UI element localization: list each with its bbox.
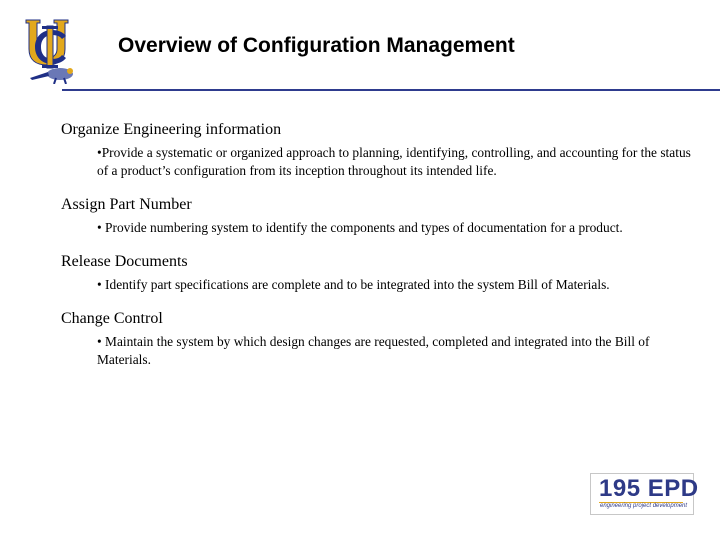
section-detail: • Maintain the system by which design changes are requested, completed and integrated into the Bill of Materials. [97, 334, 650, 367]
slide-content [61, 120, 691, 384]
section-organize-engineering-info [61, 120, 691, 180]
epd-logo-tagline: engineering project development [600, 503, 688, 509]
section-detail: • Provide numbering system to identify the components and types of documentation for a product. [97, 220, 623, 235]
section-detail: • Identify part specifications are complete and to be integrated into the system Bill of Materials. [97, 277, 610, 292]
section-change-control [61, 309, 691, 369]
slide-title: Overview of Configuration Management [118, 34, 515, 57]
section-heading: Assign Part Number [61, 196, 192, 213]
uci-anteater-logo [20, 16, 80, 84]
title-divider [62, 89, 720, 91]
section-heading: Change Control [61, 310, 163, 327]
epd-logo-text: 195 EPD [599, 475, 699, 502]
epd-logo [590, 473, 699, 515]
section-assign-part-number [61, 195, 691, 237]
section-detail: •Provide a systematic or organized approach to planning, identifying, controlling, and accounting for the status of a product’s configuration from its inception throughout its intended life. [97, 145, 691, 178]
section-heading: Organize Engineering information [61, 121, 282, 138]
section-heading: Release Documents [61, 253, 188, 270]
section-release-documents [61, 252, 691, 294]
